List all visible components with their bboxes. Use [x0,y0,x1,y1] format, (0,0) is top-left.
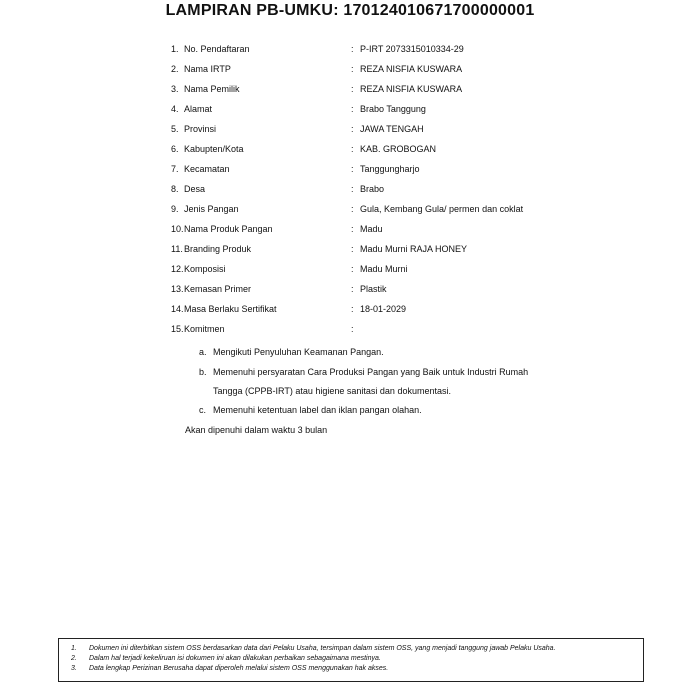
field-row [0,162,700,176]
field-colon: : [351,304,354,314]
field-label: Komposisi [184,264,226,274]
field-value: P-IRT 2073315010334-29 [360,44,464,54]
field-colon: : [351,324,354,334]
field-number: 11. [171,244,183,254]
field-row [0,282,700,296]
field-row [0,122,700,136]
footer-note-text: Dalam hal terjadi kekeliruan isi dokumen ini akan dilakukan perbaikan sebagaimana mestinya. [89,655,381,662]
field-label: Masa Berlaku Sertifikat [184,304,277,314]
field-row [0,42,700,56]
field-row [0,102,700,116]
field-number: 8. [171,184,179,194]
field-colon: : [351,164,354,174]
field-number: 14. [171,304,184,314]
field-colon: : [351,184,354,194]
field-row [0,322,700,336]
field-colon: : [351,64,354,74]
komitmen-note: Akan dipenuhi dalam waktu 3 bulan [185,425,328,435]
field-number: 13. [171,284,184,294]
footer-note-number: 3. [71,665,77,672]
field-value: Madu Murni [360,264,408,274]
field-number: 3. [171,84,179,94]
komitmen-letter: c. [199,405,207,415]
field-row [0,82,700,96]
field-label: Alamat [184,104,213,114]
field-label: No. Pendaftaran [184,44,250,54]
field-label: Kecamatan [184,164,230,174]
komitmen-text: Memenuhi persyaratan Cara Produksi Pangan yang Baik untuk Industri Rumah [213,367,529,377]
field-value: Brabo Tanggung [360,104,426,114]
footer-note-text: Dokumen ini diterbitkan sistem OSS berdasarkan data dari Pelaku Usaha, tersimpan dalam sistem OSS, yang menjadi tanggung jawab Pelaku Usaha. [89,645,556,652]
field-value: Brabo [360,184,385,194]
field-colon: : [351,124,354,134]
field-colon: : [351,224,354,234]
field-number: 12. [171,264,184,274]
field-value: Tanggungharjo [360,164,420,174]
field-number: 6. [171,144,179,154]
komitmen-letter: a. [199,347,207,357]
field-number: 10. [171,224,184,234]
field-number: 1. [171,44,179,54]
field-label: Desa [184,184,206,194]
komitmen-text: Tangga (CPPB-IRT) atau higiene sanitasi dan dokumentasi. [213,386,451,396]
field-value: REZA NISFIA KUSWARA [360,84,463,94]
field-number: 15. [171,324,184,334]
field-colon: : [351,44,354,54]
field-label: Kabupten/Kota [184,144,244,154]
field-row [0,222,700,236]
field-row [0,302,700,316]
field-value: Madu [360,224,383,234]
field-row [0,182,700,196]
field-colon: : [351,84,354,94]
field-value: JAWA TENGAH [360,124,424,134]
field-value: KAB. GROBOGAN [360,144,437,154]
field-colon: : [351,244,354,254]
field-colon: : [351,284,354,294]
footer-note-number: 2. [71,655,77,662]
komitmen-text: Memenuhi ketentuan label dan iklan pangan olahan. [213,405,422,415]
field-label: Nama IRTP [184,64,231,74]
field-value: REZA NISFIA KUSWARA [360,64,463,74]
field-value: Plastik [360,284,387,294]
field-number: 7. [171,164,179,174]
field-label: Komitmen [184,324,225,334]
field-colon: : [351,264,354,274]
field-number: 4. [171,104,179,114]
field-row [0,62,700,76]
field-colon: : [351,204,354,214]
field-label: Kemasan Primer [184,284,252,294]
field-number: 9. [171,204,179,214]
field-label: Provinsi [184,124,217,134]
field-row [0,242,700,256]
footer-notes-box [58,638,644,682]
document-title: LAMPIRAN PB-UMKU: 170124010671700000001 [165,2,535,19]
field-label: Nama Pemilik [184,84,240,94]
field-number: 5. [171,124,179,134]
field-label: Jenis Pangan [184,204,239,214]
field-colon: : [351,144,354,154]
field-colon: : [351,104,354,114]
field-value: 18-01-2029 [360,304,407,314]
field-row [0,202,700,216]
footer-note-text: Data lengkap Perizinan Berusaha dapat diperoleh melalui sistem OSS menggunakan hak akses. [89,665,389,672]
field-value: Gula, Kembang Gula/ permen dan coklat [360,204,524,214]
field-value: Madu Murni RAJA HONEY [360,244,468,254]
field-row [0,262,700,276]
field-label: Branding Produk [184,244,252,254]
komitmen-text: Mengikuti Penyuluhan Keamanan Pangan. [213,347,384,357]
komitmen-letter: b. [199,367,207,377]
field-row [0,142,700,156]
footer-note-number: 1. [71,645,77,652]
field-number: 2. [171,64,179,74]
field-label: Nama Produk Pangan [184,224,273,234]
